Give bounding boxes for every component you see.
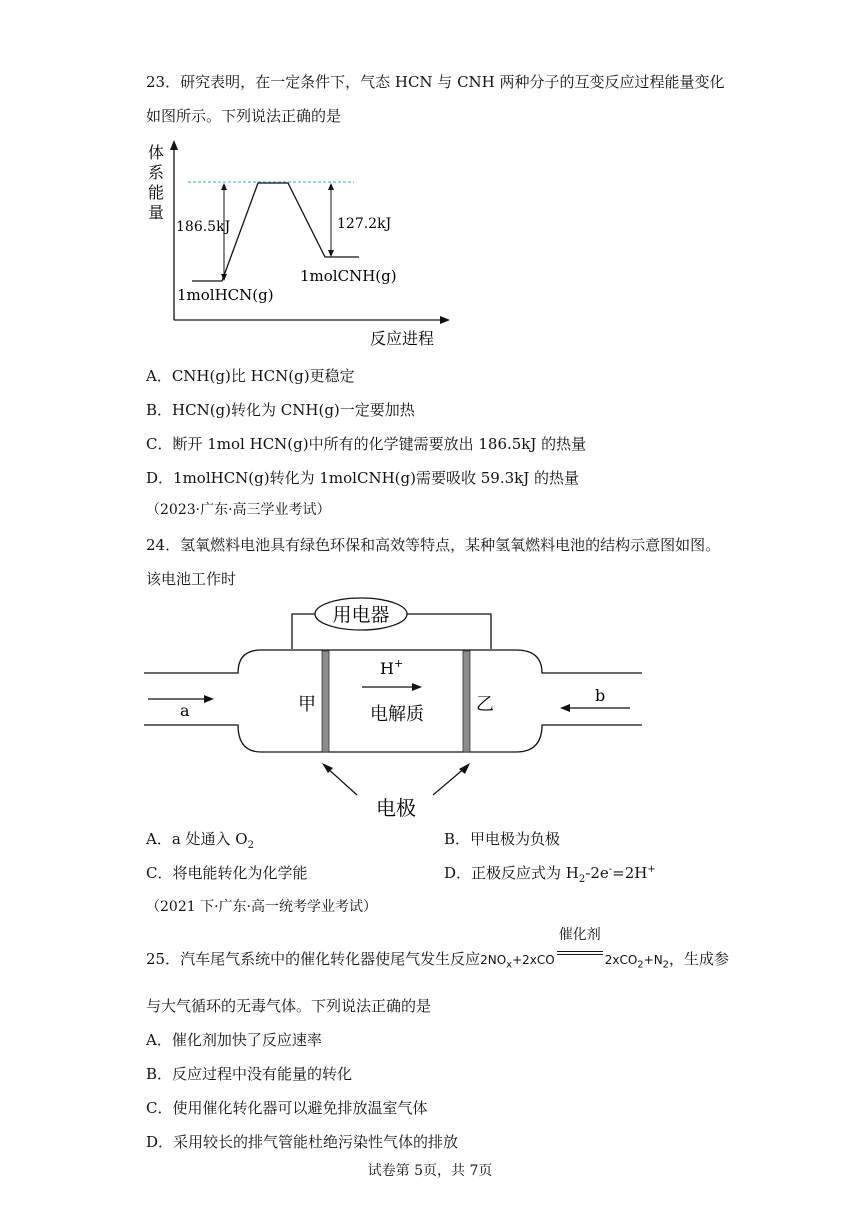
device-label: 用电器 (332, 604, 390, 626)
reactant-label: 1molHCN(g) (177, 286, 274, 304)
reaction-equation: $2NO_x+2xCO$ (480, 953, 555, 971)
inlet-a-label: a (180, 701, 190, 720)
electrode-pointer-right (433, 767, 466, 795)
inlet-b-label: b (595, 686, 606, 705)
electrode-pointer-left (326, 767, 357, 795)
q24-option-b: B．甲电极为负极 (444, 830, 561, 848)
electrode-label: 电极 (376, 796, 416, 820)
right-gap-label: 127.2kJ (337, 216, 392, 232)
q23-option-d: D．1molHCN(g)转化为 1molCNH(g)需要吸收 59.3kJ 的热量 (146, 469, 580, 487)
x-axis-arrow (440, 316, 450, 324)
q25-option-a: A．催化剂加快了反应速率 (146, 1031, 322, 1049)
page-footer: 试卷第 5页，共 7页 (367, 1163, 493, 1179)
q23-stem-line2: 如图所示。下列说法正确的是 (146, 107, 342, 125)
q23-stem-line1: 23．研究表明，在一定条件下，气态 HCN 与 CNH 两种分子的互变反应过程能量变化 (146, 73, 725, 91)
q25-stem-line1: 25．汽车尾气系统中的催化转化器使尾气发生反应$2NO_x+2xCO$ 催化剂 $2xCO_2+N_2$，生成参 (146, 927, 730, 971)
q23-option-a: A．CNH(g)比 HCN(g)更稳定 (146, 367, 355, 385)
q24-option-a: A．a 处通入 $O_2$ (146, 830, 254, 851)
q24-stem-line2: 该电池工作时 (146, 570, 237, 588)
electrolyte-label: 电解质 (370, 704, 424, 725)
q23-option-b: B．HCN(g)转化为 CNH(g)一定要加热 (146, 401, 415, 419)
q23-option-c: C．断开 1mol HCN(g)中所有的化学键需要放出 186.5kJ 的热量 (146, 435, 587, 453)
y-axis-label-char: 体 (148, 143, 165, 162)
q25-option-d: D．采用较长的排气管能杜绝污染性气体的排放 (146, 1133, 459, 1151)
q25-option-c: C．使用催化转化器可以避免排放温室气体 (146, 1099, 428, 1117)
q25-source: （2021 下·广东·高一统考学业考试） (146, 899, 377, 915)
x-axis-label: 反应进程 (370, 329, 435, 348)
electrode-left (322, 651, 329, 752)
q24-option-d: D．正极反应式为 $H_2-2e^-=2H^+$ (444, 864, 656, 885)
q24-option-c: C．将电能转化为化学能 (146, 864, 308, 882)
reaction-condition-arrow: 催化剂 (555, 944, 605, 964)
q25-stem-line2: 与大气循环的无毒气体。下列说法正确的是 (146, 997, 432, 1015)
left-electrode-label: 甲 (298, 694, 316, 715)
wire-right (407, 614, 491, 649)
y-axis-arrow (170, 140, 178, 150)
ion-label: H+ (380, 657, 404, 678)
left-gap-label: 186.5kJ (176, 219, 231, 235)
product-label: 1molCNH(g) (300, 267, 397, 285)
y-axis-label-char: 系 (148, 163, 165, 182)
energy-diagram (140, 138, 460, 353)
y-axis-label-char: 能 (148, 183, 165, 202)
y-axis-label-char: 量 (148, 203, 165, 222)
q25-option-b: B．反应过程中没有能量的转化 (146, 1065, 353, 1083)
q24-stem-line1: 24．氢氧燃料电池具有绿色环保和高效等特点，某种氢氧燃料电池的结构示意图如图。 (146, 536, 721, 554)
right-electrode-label: 乙 (476, 694, 494, 715)
fuel-cell-diagram (140, 592, 650, 824)
wire-left (292, 614, 315, 649)
q24-source: （2023·广东·高三学业考试） (146, 502, 331, 518)
electrode-right (463, 651, 470, 752)
